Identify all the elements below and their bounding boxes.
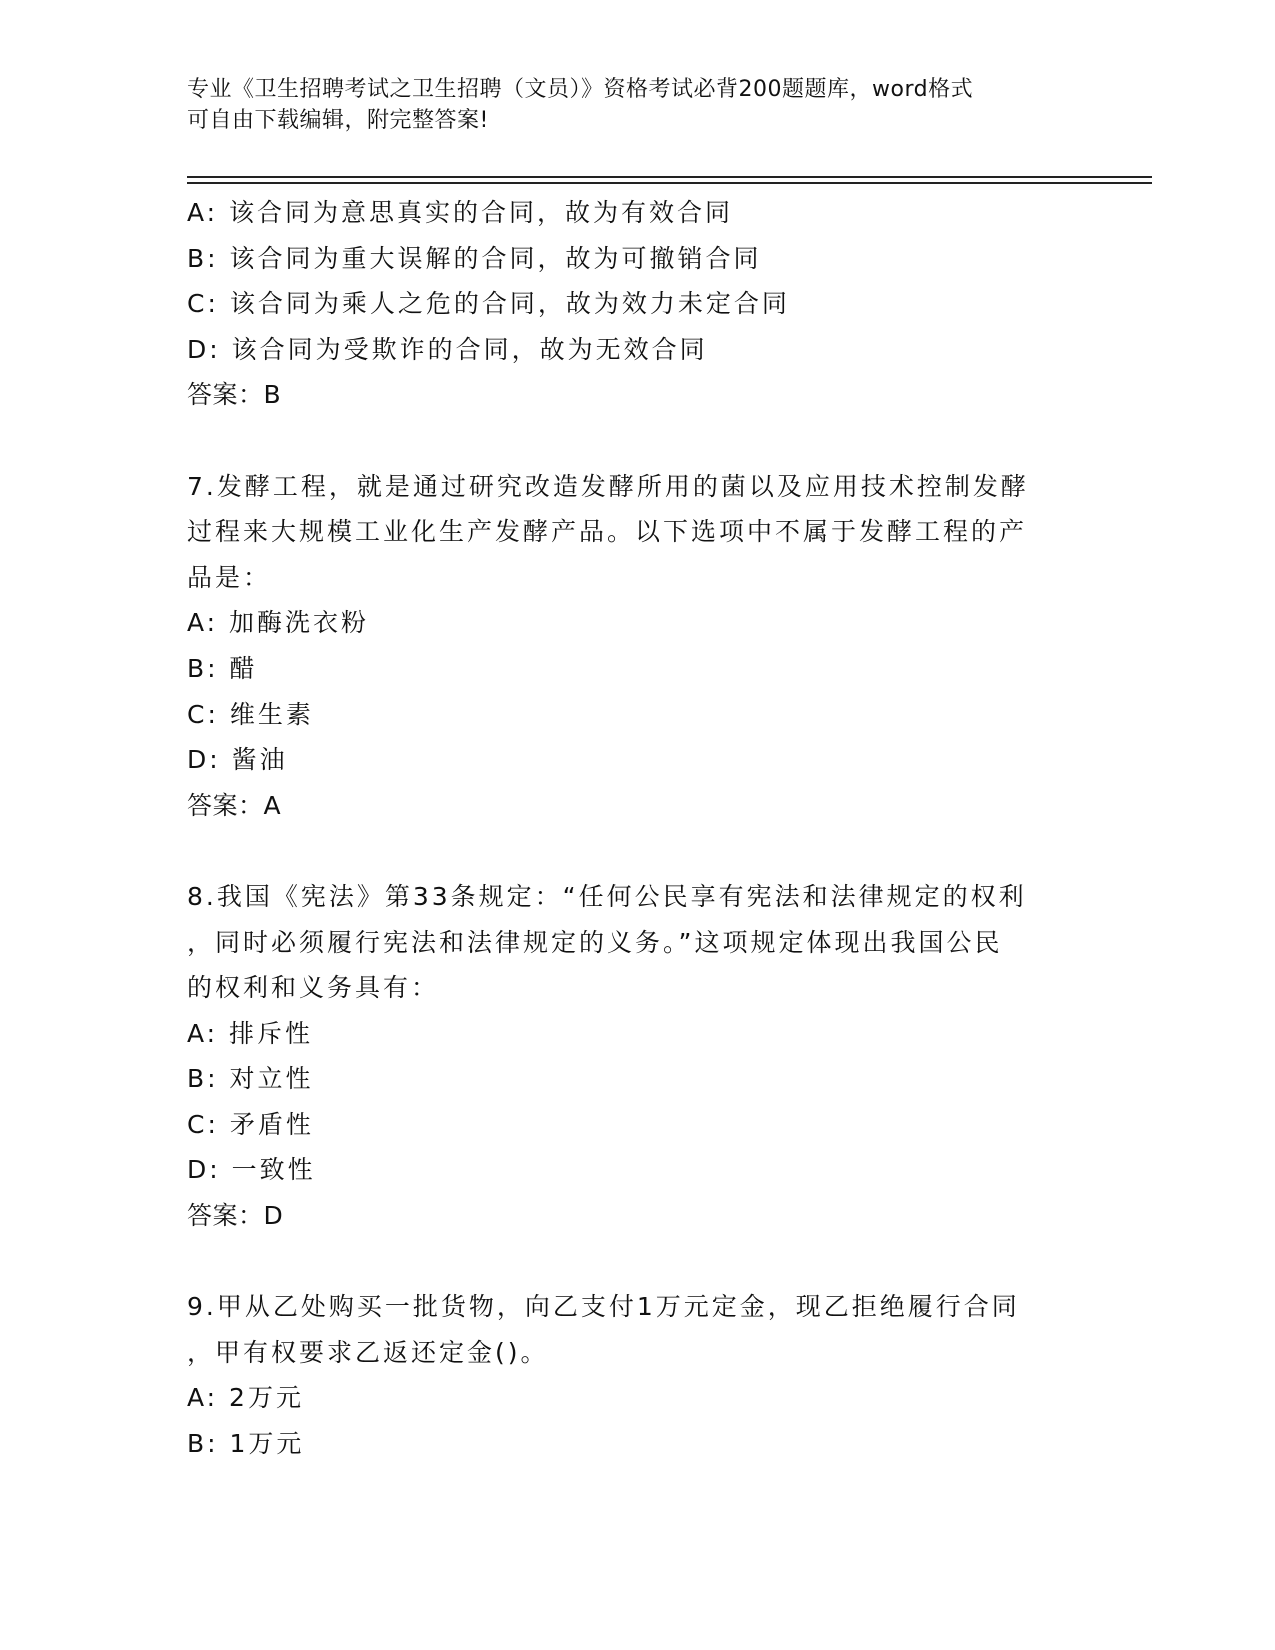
question-text-line: 品是： — [187, 562, 272, 592]
header-divider-top — [187, 176, 1152, 178]
option-c: C: 维生素 — [187, 699, 314, 729]
option-a: A: 2万元 — [187, 1383, 304, 1413]
question-8-block — [187, 874, 1087, 1239]
question-text-line: 的权利和义务具有： — [187, 973, 440, 1003]
header-line-2: 可自由下载编辑，附完整答案! — [187, 108, 489, 133]
question-text-line: ，甲有权要求乙返还定金()。 — [187, 1337, 549, 1367]
option-b: B: 对立性 — [187, 1064, 314, 1094]
option-b: B: 1万元 — [187, 1429, 305, 1459]
option-c: C: 矛盾性 — [187, 1109, 314, 1139]
spacer — [187, 418, 1087, 464]
question-text-line: 过程来大规模工业化生产发酵产品。以下选项中不属于发酵工程的产 — [187, 517, 1028, 547]
option-b: B: 醋 — [187, 653, 258, 683]
option-d: D: 酱油 — [187, 745, 288, 775]
answer-line: 答案：B — [187, 380, 282, 410]
question-content — [187, 190, 1087, 1467]
question-text-line: 9.甲从乙处购买一批货物，向乙支付1万元定金，现乙拒绝履行合同 — [187, 1292, 1020, 1322]
question-6-block — [187, 190, 1087, 418]
option-a: A: 该合同为意思真实的合同，故为有效合同 — [187, 198, 734, 227]
spacer — [187, 828, 1087, 874]
option-a: A: 排斥性 — [187, 1018, 314, 1048]
spacer — [187, 1239, 1087, 1285]
question-9-block — [187, 1284, 1087, 1466]
question-text-line: ，同时必须履行宪法和法律规定的义务。”这项规定体现出我国公民 — [187, 927, 1003, 957]
question-7-block — [187, 464, 1087, 829]
document-header — [187, 74, 1087, 136]
option-d: D: 该合同为受欺诈的合同，故为无效合同 — [187, 334, 708, 364]
option-b: B: 该合同为重大误解的合同，故为可撤销合同 — [187, 243, 762, 273]
option-c: C: 该合同为乘人之危的合同，故为效力未定合同 — [187, 289, 790, 319]
header-line-1: 专业《卫生招聘考试之卫生招聘（文员）》资格考试必背200题题库，word格式 — [187, 77, 974, 102]
header-divider-bottom — [187, 182, 1152, 184]
option-d: D: 一致性 — [187, 1155, 316, 1185]
answer-line: 答案：D — [187, 1201, 284, 1231]
question-text-line: 8.我国《宪法》第33条规定：“任何公民享有宪法和法律规定的权利 — [187, 881, 1027, 911]
option-a: A: 加酶洗衣粉 — [187, 608, 370, 638]
question-text-line: 7.发酵工程，就是通过研究改造发酵所用的菌以及应用技术控制发酵 — [187, 471, 1029, 501]
answer-line: 答案：A — [187, 790, 282, 820]
